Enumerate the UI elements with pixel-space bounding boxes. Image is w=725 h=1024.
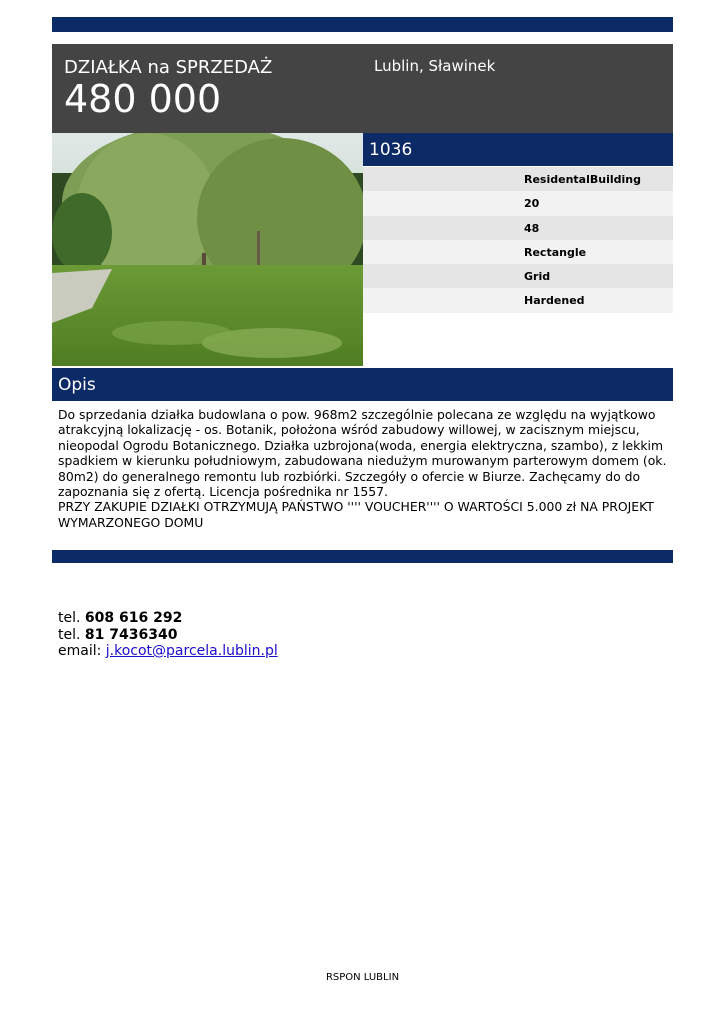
phone-label: tel. bbox=[58, 610, 81, 626]
voucher-note: PRZY ZAKUPIE DZIAŁKI OTRZYMUJĄ PAŃSTWO '''' VOUCHER'''' O WARTOŚCI 5.000 zł NA PROJEKT WYMARZONEGO DOMU bbox=[58, 499, 654, 530]
phone-line-2 bbox=[58, 627, 278, 644]
attribute-row bbox=[363, 191, 673, 215]
phone-label: tel. bbox=[58, 626, 81, 643]
listing-id-bar bbox=[363, 133, 673, 166]
contact-block bbox=[58, 610, 278, 660]
footer-agency: RSPON LUBLIN bbox=[325, 972, 400, 983]
attribute-value: Grid bbox=[524, 270, 551, 284]
listing-price: 480 000 bbox=[64, 77, 222, 121]
phone-number-2[interactable]: 81 7436340 bbox=[84, 626, 178, 643]
listing-location: Lublin, Sławinek bbox=[374, 57, 496, 75]
bottom-accent-bar bbox=[52, 550, 673, 563]
listing-id: 1036 bbox=[369, 140, 413, 160]
phone-line-1 bbox=[58, 610, 278, 627]
phone-number-1[interactable]: 608 616 292 bbox=[84, 610, 183, 626]
email-label: email: bbox=[58, 643, 102, 659]
description-paragraph: Do sprzedania działka budowlana o pow. 968m2 szczególnie polecana ze względu na wyjątkowo atrakcyjną lokalizację - os. Botanik, położona wśród zabudowy willowej, w zacisznym miejscu, nieopodal Ogrodu Botanicznego. Działka uzbrojona(woda, energia elektryczna, szambo), z lekkim spadkiem w kierunku południowym, zabudowana niedużym murowanym parterowym domem (ok. 80m2) do generalnego remontu lub rozbiórki. Szczegóły o ofercie w Biurze. Zachęcamy do do zapoznania się z ofertą. Licencja pośrednika nr 1557. bbox=[58, 407, 667, 500]
email-line bbox=[58, 643, 278, 660]
attribute-value: Hardened bbox=[524, 294, 585, 308]
attribute-value: 48 bbox=[524, 221, 540, 235]
attribute-value: Rectangle bbox=[524, 245, 587, 259]
description-body bbox=[58, 407, 668, 530]
attribute-value: ResidentalBuilding bbox=[524, 173, 641, 186]
email-link[interactable]: j.kocot@parcela.lublin.pl bbox=[105, 643, 278, 659]
attribute-row bbox=[363, 216, 673, 240]
attributes-table bbox=[363, 167, 673, 313]
description-heading: Opis bbox=[58, 375, 96, 395]
description-heading-bar bbox=[52, 368, 673, 401]
attribute-value: 20 bbox=[524, 197, 540, 211]
attribute-row bbox=[363, 288, 673, 312]
listing-type: DZIAŁKA na SPRZEDAŻ bbox=[64, 57, 273, 78]
listing-header bbox=[52, 44, 673, 133]
top-accent-bar bbox=[52, 17, 673, 32]
property-photo bbox=[52, 133, 363, 366]
attribute-row bbox=[363, 264, 673, 288]
attribute-row bbox=[363, 167, 673, 191]
attribute-row bbox=[363, 240, 673, 264]
